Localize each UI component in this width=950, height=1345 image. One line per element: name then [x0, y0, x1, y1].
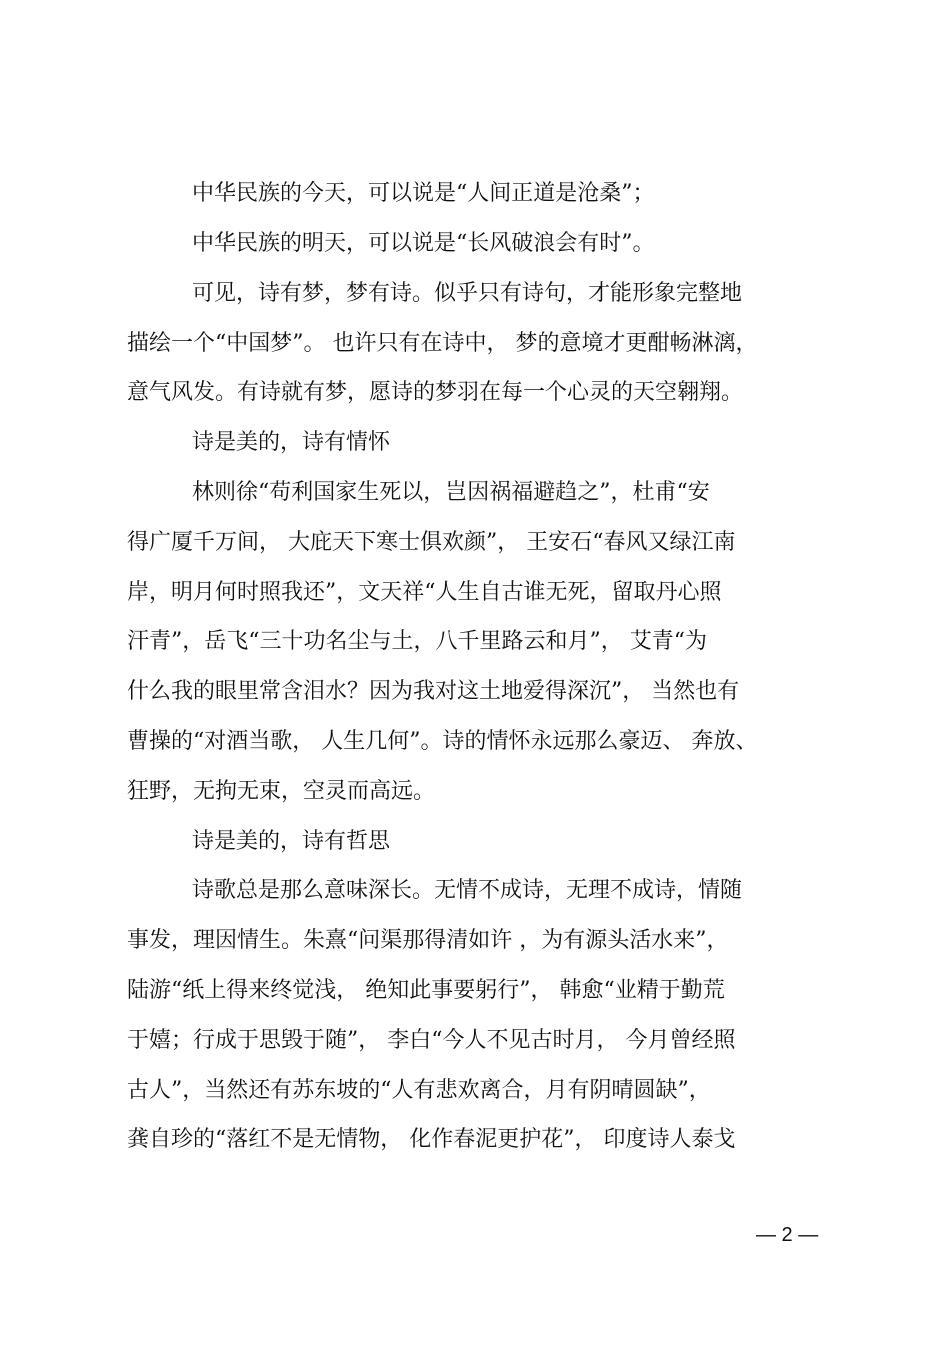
- text-line: 古人”，当然还有苏东坡的“人有悲欢离合，月有阴晴圆缺”，: [127, 1078, 711, 1103]
- text-line: 陆游“纸上得来终觉浅， 绝知此事要躬行”， 韩愈“业精于勤荒: [127, 978, 725, 1003]
- text-line: 什么我的眼里常含泪水？因为我对这土地爱得深沉”， 当然也有: [127, 679, 740, 704]
- text-line: 狂野，无拘无束，空灵而高远。: [127, 779, 436, 804]
- text-line: 林则徐“苟利国家生死以，岂因祸福避趋之”，杜甫“安: [192, 480, 710, 505]
- text-line: 岸，明月何时照我还”，文天祥“人生自古谁无死，留取丹心照: [127, 580, 722, 605]
- text-line: 中华民族的今天，可以说是“人间正道是沧桑”；: [192, 181, 655, 206]
- text-line: 得广厦千万间， 大庇天下寒士俱欢颜”， 王安石“春风又绿江南: [127, 530, 736, 555]
- text-line: 意气风发。有诗就有梦，愿诗的梦羽在每一个心灵的天空翱翔。: [127, 380, 744, 405]
- text-line: 汗青”，岳飞“三十功名尘与土，八千里路云和月”， 艾青“为: [127, 629, 707, 654]
- section-heading: 诗是美的，诗有情怀: [192, 430, 391, 455]
- text-line: 中华民族的明天，可以说是“长风破浪会有时”。: [192, 231, 655, 256]
- text-line: 可见，诗有梦，梦有诗。似乎只有诗句，才能形象完整地: [192, 281, 743, 306]
- section-heading: 诗是美的，诗有哲思: [192, 829, 391, 854]
- text-line: 描绘一个“中国梦”。 也许只有在诗中， 梦的意境才更酣畅淋漓，: [127, 331, 758, 356]
- text-line: 曹操的“对酒当歌， 人生几何”。诗的情怀永远那么豪迈、 奔放、: [127, 729, 758, 754]
- page-number: — 2 —: [756, 1224, 819, 1246]
- text-line: 诗歌总是那么意味深长。无情不成诗，无理不成诗，情随: [192, 878, 743, 903]
- text-line: 事发，理因情生。朱熹“问渠那得清如许 ，为有源头活水来”，: [127, 928, 729, 953]
- text-line: 于嬉；行成于思毁于随”， 李白“今人不见古时月， 今月曾经照: [127, 1028, 736, 1053]
- text-line: 龚自珍的“落红不是无情物， 化作春泥更护花”， 印度诗人泰戈: [127, 1127, 736, 1152]
